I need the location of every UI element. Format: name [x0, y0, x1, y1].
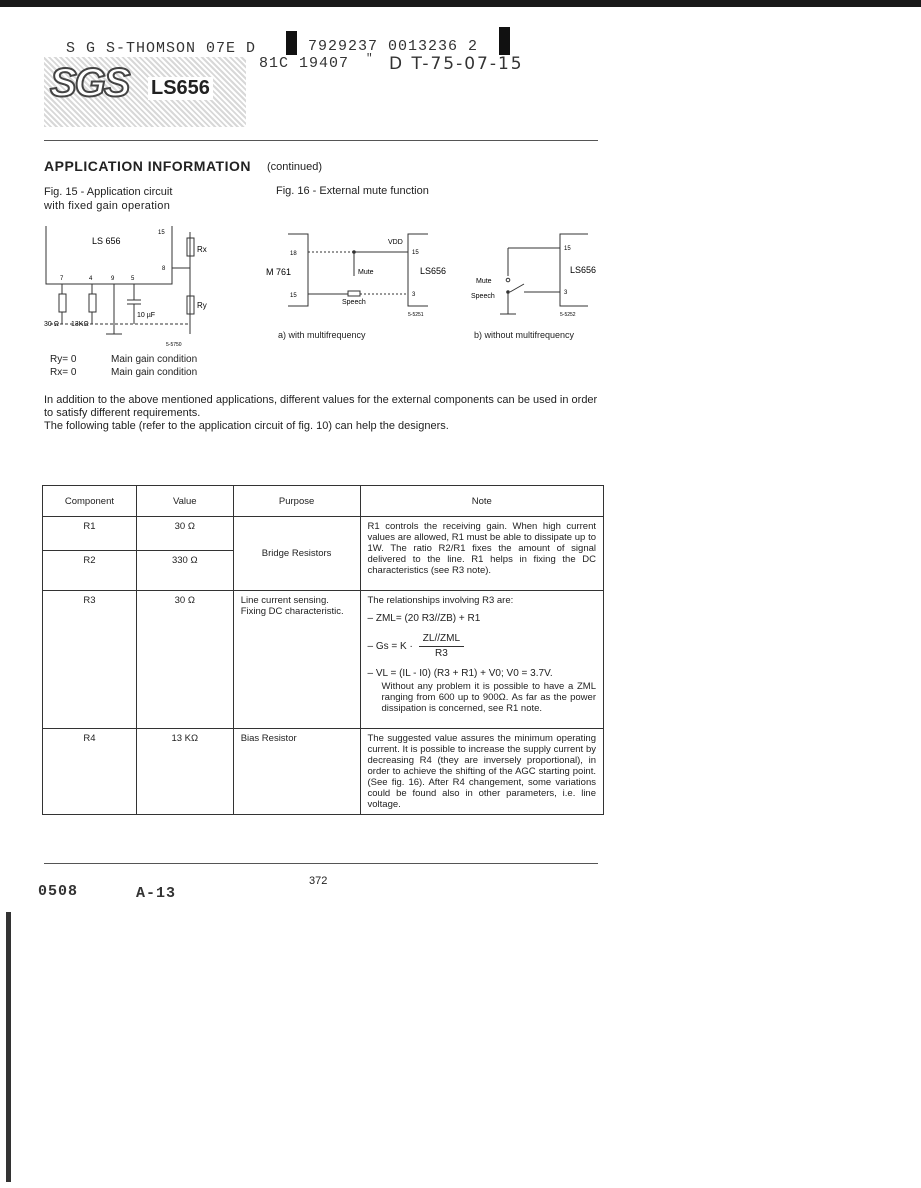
header-component: Component — [43, 486, 137, 517]
logo-mark: SGS — [50, 61, 129, 105]
section-continued: (continued) — [267, 161, 323, 173]
intro-paragraph-2: The following table (refer to the application circuit of fig. 10) can help the designers. — [44, 420, 449, 432]
fig16a-pin-15-right: 15 — [412, 250, 419, 256]
fig16a-speech: Speech — [342, 299, 366, 306]
r2-component: R2 — [43, 551, 137, 591]
header-black-mark — [286, 31, 297, 55]
r3-formula-zml: – ZML= (20 R3//ZB) + R1 — [367, 613, 481, 624]
fig15-pin-8: 8 — [162, 266, 166, 272]
r3-component: R3 — [43, 591, 137, 729]
fig15-condition-ry: Ry= 0 — [50, 354, 77, 365]
fig15-caption-line1: Fig. 15 - Application circuit — [44, 186, 173, 198]
fig16a-vdd: VDD — [388, 239, 403, 246]
r3-formula-gs-num: ZL//ZML — [419, 632, 464, 647]
fig16b-circuit-diagram — [468, 228, 608, 323]
intro-paragraph-1: In addition to the above mentioned applications, different values for the external components can be used in order to satisfy different requirements. — [44, 394, 598, 419]
table-row — [43, 517, 604, 551]
fig16a-ic-right: LS656 — [420, 266, 447, 276]
fig16a-caption: a) with multifrequency — [278, 330, 366, 340]
left-scan-edge — [6, 912, 11, 1182]
fig16a-circuit-diagram — [262, 228, 462, 323]
r1-r2-purpose: Bridge Resistors — [233, 517, 360, 591]
header-doc-code: 81C 19407 — [259, 55, 350, 72]
r4-component: R4 — [43, 729, 137, 815]
top-scan-edge — [0, 0, 921, 7]
handwritten-date-code: D T-75-07-15 — [389, 54, 524, 74]
fig16a-ic-left: M 761 — [266, 267, 292, 277]
fig15-pin-15: 15 — [158, 230, 165, 236]
r3-value: 30 Ω — [136, 591, 233, 729]
fig15-condition-rx: Rx= 0 — [50, 367, 77, 378]
r3-note-intro: The relationships involving R3 are: — [367, 595, 514, 606]
fig15-rx-label: Rx — [197, 245, 207, 254]
table-row — [43, 729, 604, 815]
fig16a-pin-15-left: 15 — [290, 293, 297, 299]
fig15-code: 5-5750 — [166, 342, 182, 348]
page-number: 372 — [309, 875, 328, 887]
r1-value: 30 Ω — [136, 517, 233, 551]
fig16-caption: Fig. 16 - External mute function — [276, 185, 429, 197]
fig15-pin-9: 9 — [111, 276, 115, 282]
r2-value: 330 Ω — [136, 551, 233, 591]
r4-note: The suggested value assures the minimum operating current. It is possible to increase the supply current by decreasing R4 (they are inversely proportional), in order to achieve the shifting of the AGC starting point. (See fig. 16). After R4 changement, some variations could be found also in other parameters, i.e. line voltage. — [360, 729, 604, 815]
fig16a-pin-18: 18 — [290, 251, 297, 257]
fig16b-caption: b) without multifrequency — [474, 330, 575, 340]
fig16b-pin-3: 3 — [564, 290, 568, 296]
header-company-line: S G S-THOMSON 07E D — [66, 40, 257, 57]
fig15-pin-5: 5 — [131, 276, 135, 282]
header-purpose: Purpose — [233, 486, 360, 517]
fig16a-pin-3: 3 — [412, 292, 416, 298]
r3-formula-gs-fraction — [419, 632, 464, 661]
r3-formula-gs — [368, 632, 597, 661]
fig15-condition-ry-text: Main gain condition — [111, 354, 198, 365]
r4-value: 13 KΩ — [136, 729, 233, 815]
footer-right-code: A-13 — [136, 885, 177, 902]
fig15-condition-rx-text: Main gain condition — [111, 367, 198, 378]
part-number: LS656 — [148, 77, 213, 100]
r1-r2-note: R1 controls the receiving gain. When high current values are allowed, R1 must be able to dissipate up to 1W. The ratio R2/R1 fixes the amount of signal delivered to the line. R1 helps in fixing the DC characteristics (see R3 note). — [360, 517, 604, 591]
header-quote-mark: " — [366, 53, 374, 65]
fig15-pin-7: 7 — [60, 276, 64, 282]
fig15-cap-label: 10 µF — [137, 312, 156, 319]
table-row — [43, 591, 604, 729]
component-table — [42, 485, 604, 815]
fig15-pin-4: 4 — [89, 276, 93, 282]
fig16a-code: 5-5251 — [408, 312, 424, 318]
fig15-circuit-diagram — [40, 222, 220, 352]
header-value: Value — [136, 486, 233, 517]
r3-formula-gs-den: R3 — [435, 648, 448, 659]
r1-component: R1 — [43, 517, 137, 551]
fig15-caption-line2: with fixed gain operation — [44, 200, 171, 212]
r3-note-tail: Without any problem it is possible to have a ZML ranging from 600 up to 900Ω. As far as the power dissipation is concerned, see R1 note. — [381, 681, 596, 714]
fig15-ic-label: LS 656 — [92, 236, 121, 246]
fig16b-code: 5-5252 — [560, 312, 576, 318]
fig16b-pin-15: 15 — [564, 246, 571, 252]
r4-purpose: Bias Resistor — [233, 729, 360, 815]
footer-divider — [44, 863, 598, 864]
footer-left-code: 0508 — [38, 883, 79, 900]
fig16b-mute: Mute — [476, 278, 492, 285]
section-title: APPLICATION INFORMATION — [44, 158, 251, 174]
header-code-line: 7929237 0013236 2 — [308, 38, 479, 55]
company-logo — [44, 57, 246, 127]
r3-purpose: Line current sensing. Fixing DC characteristic. — [233, 591, 360, 729]
header-black-mark-2 — [499, 27, 510, 55]
r3-formula-gs-left: – Gs = K · — [367, 640, 413, 652]
r3-formula-vl: – VL = (IL - I0) (R3 + R1) + V0; V0 = 3.7V. — [367, 668, 553, 679]
r3-note — [360, 591, 604, 729]
header-note: Note — [360, 486, 604, 517]
fig15-r13k-label: 13KΩ — [71, 321, 89, 328]
header-divider — [44, 140, 598, 141]
fig15-r30-label: 30 Ω — [44, 321, 59, 328]
fig15-ry-label: Ry — [197, 301, 207, 310]
fig16b-speech: Speech — [471, 293, 495, 300]
table-header-row — [43, 486, 604, 517]
fig16b-ic: LS656 — [570, 265, 597, 275]
fig16a-mute: Mute — [358, 269, 374, 276]
